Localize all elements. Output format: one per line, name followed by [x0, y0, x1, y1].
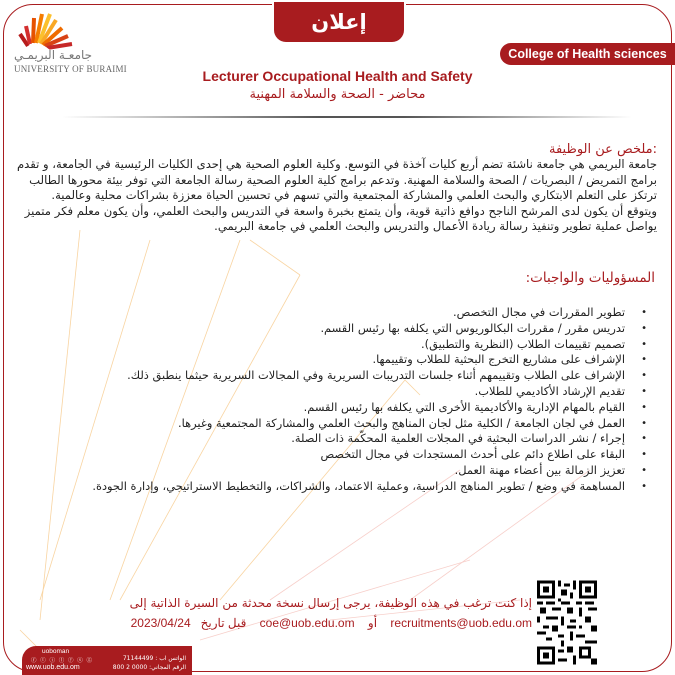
duty-item: • تقديم الإرشاد الأكاديمي للطلاب.	[474, 383, 647, 398]
or-label: أو	[367, 616, 378, 630]
bullet-icon: •	[641, 401, 647, 413]
deadline-date: 2023/04/24	[130, 616, 191, 630]
whatsapp-number: الواتس اب : 71144499	[122, 655, 186, 662]
duties-list	[93, 305, 653, 495]
duty-item: • المساهمة في وضع / تطوير المناهج الدراسية، وعملية الاعتماد، والشراكات، والتخطيط الاستراتيجي، وإدارة الجودة.	[92, 478, 647, 493]
job-title-arabic: محاضر - الصحة والسلامة المهنية	[249, 87, 426, 102]
bullet-icon: •	[641, 417, 647, 429]
summary-paragraph: جامعة البريمي هي جامعة ناشئة تضم أربع كليات آخذة في التوسع. وكلية العلوم الصحية هي إحدى الكليات الرئيسية في الجامعة، و تقدم برامج التمريض / البصريات / الصحة والسلامة المهنية. وتدعم برامج كلية العلوم الصحية رسالة الجامعة التي توفر بيئة محورها الطالب ترتكز على التعلم الابتكاري والبحث العلمي والمشاركة المجتمعية والتي تسهم في تحسين الحياة معززة بشراكات محلية وعالمية.	[16, 157, 657, 203]
announcement-title-badge: إعلان وظيفة	[272, 0, 406, 44]
summary-heading: :ملخص عن الوظيفة	[549, 142, 657, 157]
bullet-icon: •	[641, 433, 647, 445]
logo-name-arabic: جامعـة البريمـي	[14, 48, 93, 62]
secondary-email-link[interactable]: coe@uob.edu.om	[259, 616, 355, 630]
social-handle: uoboman	[42, 648, 70, 655]
job-summary-section	[7, 142, 657, 235]
bullet-icon: •	[641, 385, 647, 397]
social-media-icons: ⓕ ⓣ ⓘ ⓛ ⓨ ⓢ ⓖ	[31, 658, 93, 664]
bullet-icon: •	[641, 464, 647, 476]
job-title-english: Lecturer Occupational Health and Safety	[202, 68, 473, 84]
bullet-icon: •	[641, 322, 647, 334]
duty-item: • تصميم تقييمات الطلاب (النظرية والتطبيق).	[421, 336, 647, 351]
footer-contact-bar	[22, 646, 192, 675]
college-badge: College of Health sciences	[500, 43, 675, 65]
duty-item: • الإشراف على الطلاب وتقييمهم أثناء جلسات التدريبات السريرية وفي المجالات السريرية حيثما ينطبق ذلك.	[127, 368, 647, 383]
application-instructions	[111, 592, 532, 632]
duty-item: • الإشراف على مشاريع التخرج البحثية للطلاب وتقييمها.	[372, 352, 647, 367]
bullet-icon: •	[641, 370, 647, 382]
header-divider	[62, 116, 632, 118]
deadline-label: قبل تاريخ2023/04/24	[130, 616, 247, 630]
sunburst-logo-icon	[14, 8, 76, 50]
bullet-icon: •	[641, 480, 647, 492]
toll-free-number: الرقم المجاني: 0000 2 800	[112, 664, 186, 671]
duty-item: • القيام بالمهام الإدارية والأكاديمية الأخرى التي يكلفه بها رئيس القسم.	[303, 399, 647, 414]
bullet-icon: •	[641, 338, 647, 350]
bullet-icon: •	[641, 449, 647, 461]
duty-item: • البقاء على اطلاع دائم على أحدث المستجدات في مجال التخصص	[320, 447, 647, 462]
qr-code-icon[interactable]	[537, 580, 597, 665]
duty-item: • تطوير المقررات في مجال التخصص.	[452, 305, 647, 319]
apply-contacts	[111, 614, 532, 632]
duty-item: • إجراء / نشر الدراسات البحثية في المجلات العلمية المحكّمة ذات الصلة.	[291, 431, 647, 446]
bullet-icon: •	[641, 307, 647, 318]
primary-email-link[interactable]: recruitments@uob.edu.om	[390, 616, 532, 630]
duty-item: • العمل في لجان الجامعة / الكلية مثل لجان المناهج والبحث العلمي والمشاركة المجتمعية وغيرها.	[178, 415, 647, 430]
website-link[interactable]: www.uob.edu.om	[26, 664, 80, 671]
summary-paragraph: ويتوقع أن يكون لدى المرشح الناجح دوافع ذاتية قوية، وأن يتمتع بخبرة واسعة في التدريس والبحث العلمي، وأن يكون معلم فكر متميز يواصل عملية تطوير وتنفيذ رسالة ريادة الأعمال والتدريس والبحث العلمي في جامعة البريمي.	[24, 203, 657, 234]
duties-heading: المسؤوليات والواجبات:	[525, 270, 655, 286]
duty-item: • تعزيز الزمالة بين أعضاء مهنة العمل.	[454, 462, 647, 477]
apply-instruction: إذا كنت ترغب في هذه الوظيفة، يرجى إرسال نسخة محدثة من السيرة الذاتية إلى	[129, 596, 532, 610]
duty-item: • تدريس مقرر / مقررات البكالوريوس التي يكلفه بها رئيس القسم.	[320, 320, 647, 335]
bullet-icon: •	[641, 354, 647, 366]
logo-name-english: UNIVERSITY OF BURAIMI	[14, 64, 127, 74]
